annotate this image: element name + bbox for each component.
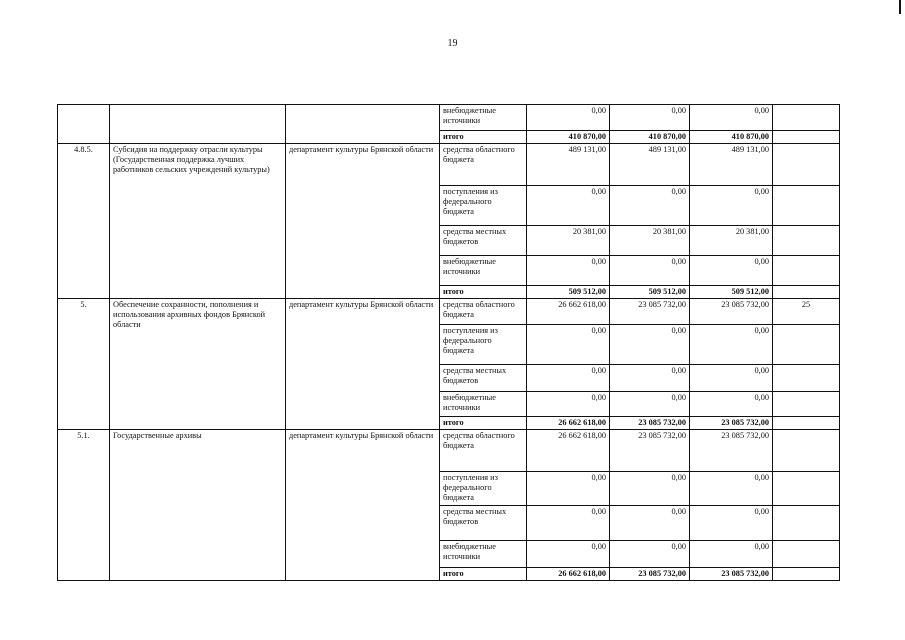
budget-table: [57, 104, 840, 581]
amount-cell: 509 512,00: [610, 286, 690, 299]
amount-cell: 410 870,00: [610, 131, 690, 144]
amount-cell: 0,00: [690, 365, 773, 392]
amount-cell: 23 085 732,00: [610, 299, 690, 325]
indicator-cell: [773, 392, 840, 417]
amount-cell: 20 381,00: [527, 226, 610, 256]
indicator-cell: [773, 568, 840, 581]
amount-cell: 0,00: [610, 506, 690, 541]
indicator-cell: [773, 144, 840, 186]
page-number: 19: [447, 38, 458, 49]
executor-cell: департамент культуры Брянской области: [286, 299, 440, 430]
amount-cell: 23 085 732,00: [690, 568, 773, 581]
row-number-cell: [58, 105, 110, 144]
funding-source-label: поступления из федерального бюджета: [440, 472, 527, 506]
amount-cell: 0,00: [527, 506, 610, 541]
measure-name-cell: Субсидия на поддержку отрасли культуры (Государственная поддержка лучших работников сельских учреждений культуры): [110, 144, 286, 299]
amount-cell: 0,00: [690, 186, 773, 226]
measure-name-cell: [110, 105, 286, 144]
indicator-cell: [773, 506, 840, 541]
indicator-cell: [773, 186, 840, 226]
amount-cell: 23 085 732,00: [690, 417, 773, 430]
scan-edge-mark: [899, 0, 901, 14]
row-number-cell: 5.: [58, 299, 110, 430]
amount-cell: 509 512,00: [690, 286, 773, 299]
amount-cell: 0,00: [527, 541, 610, 568]
amount-cell: 410 870,00: [690, 131, 773, 144]
amount-cell: 0,00: [527, 105, 610, 131]
amount-cell: 0,00: [527, 472, 610, 506]
row-number-cell: 4.8.5.: [58, 144, 110, 299]
funding-source-label: итого: [440, 286, 527, 299]
table-row: [58, 144, 840, 186]
amount-cell: 0,00: [690, 506, 773, 541]
amount-cell: 20 381,00: [690, 226, 773, 256]
funding-source-label: итого: [440, 417, 527, 430]
row-number-cell: 5.1.: [58, 430, 110, 581]
executor-cell: [286, 105, 440, 144]
indicator-cell: [773, 541, 840, 568]
amount-cell: 23 085 732,00: [610, 417, 690, 430]
amount-cell: 23 085 732,00: [610, 568, 690, 581]
indicator-cell: [773, 226, 840, 256]
funding-source-label: средства местных бюджетов: [440, 226, 527, 256]
funding-source-label: средства местных бюджетов: [440, 365, 527, 392]
indicator-cell: [773, 472, 840, 506]
amount-cell: 0,00: [690, 472, 773, 506]
amount-cell: 26 662 618,00: [527, 568, 610, 581]
amount-cell: 489 131,00: [527, 144, 610, 186]
funding-source-label: итого: [440, 131, 527, 144]
amount-cell: 0,00: [610, 186, 690, 226]
amount-cell: 0,00: [610, 392, 690, 417]
funding-source-label: средства областного бюджета: [440, 144, 527, 186]
amount-cell: 0,00: [610, 365, 690, 392]
funding-source-label: средства местных бюджетов: [440, 506, 527, 541]
funding-source-label: поступления из федерального бюджета: [440, 186, 527, 226]
amount-cell: 0,00: [527, 256, 610, 286]
indicator-cell: [773, 256, 840, 286]
amount-cell: 489 131,00: [690, 144, 773, 186]
funding-source-label: средства областного бюджета: [440, 430, 527, 472]
indicator-cell: [773, 131, 840, 144]
amount-cell: 0,00: [690, 541, 773, 568]
indicator-cell: 25: [773, 299, 840, 325]
table-row: [58, 430, 840, 472]
funding-source-label: итого: [440, 568, 527, 581]
amount-cell: 0,00: [527, 392, 610, 417]
amount-cell: 23 085 732,00: [690, 430, 773, 472]
amount-cell: 0,00: [610, 256, 690, 286]
amount-cell: 26 662 618,00: [527, 299, 610, 325]
measure-name-cell: Государственные архивы: [110, 430, 286, 581]
amount-cell: 0,00: [690, 392, 773, 417]
amount-cell: 509 512,00: [527, 286, 610, 299]
amount-cell: 489 131,00: [610, 144, 690, 186]
amount-cell: 23 085 732,00: [610, 430, 690, 472]
executor-cell: департамент культуры Брянской области: [286, 430, 440, 581]
amount-cell: 0,00: [610, 325, 690, 365]
amount-cell: 0,00: [690, 325, 773, 365]
funding-source-label: средства областного бюджета: [440, 299, 527, 325]
indicator-cell: [773, 365, 840, 392]
amount-cell: 0,00: [610, 472, 690, 506]
table-row: [58, 299, 840, 325]
amount-cell: 0,00: [610, 541, 690, 568]
funding-source-label: внебюджетные источники: [440, 541, 527, 568]
amount-cell: 0,00: [527, 325, 610, 365]
funding-source-label: поступления из федерального бюджета: [440, 325, 527, 365]
amount-cell: 20 381,00: [610, 226, 690, 256]
table-row: [58, 105, 840, 131]
measure-name-cell: Обеспечение сохранности, пополнения и использования архивных фондов Брянской области: [110, 299, 286, 430]
amount-cell: 0,00: [527, 186, 610, 226]
indicator-cell: [773, 417, 840, 430]
amount-cell: 26 662 618,00: [527, 417, 610, 430]
executor-cell: департамент культуры Брянской области: [286, 144, 440, 299]
amount-cell: 0,00: [610, 105, 690, 131]
indicator-cell: [773, 105, 840, 131]
amount-cell: 26 662 618,00: [527, 430, 610, 472]
indicator-cell: [773, 286, 840, 299]
funding-source-label: внебюджетные источники: [440, 392, 527, 417]
amount-cell: 410 870,00: [527, 131, 610, 144]
funding-source-label: внебюджетные источники: [440, 256, 527, 286]
amount-cell: 0,00: [527, 365, 610, 392]
amount-cell: 0,00: [690, 256, 773, 286]
indicator-cell: [773, 325, 840, 365]
amount-cell: 23 085 732,00: [690, 299, 773, 325]
funding-source-label: внебюджетные источники: [440, 105, 527, 131]
indicator-cell: [773, 430, 840, 472]
amount-cell: 0,00: [690, 105, 773, 131]
